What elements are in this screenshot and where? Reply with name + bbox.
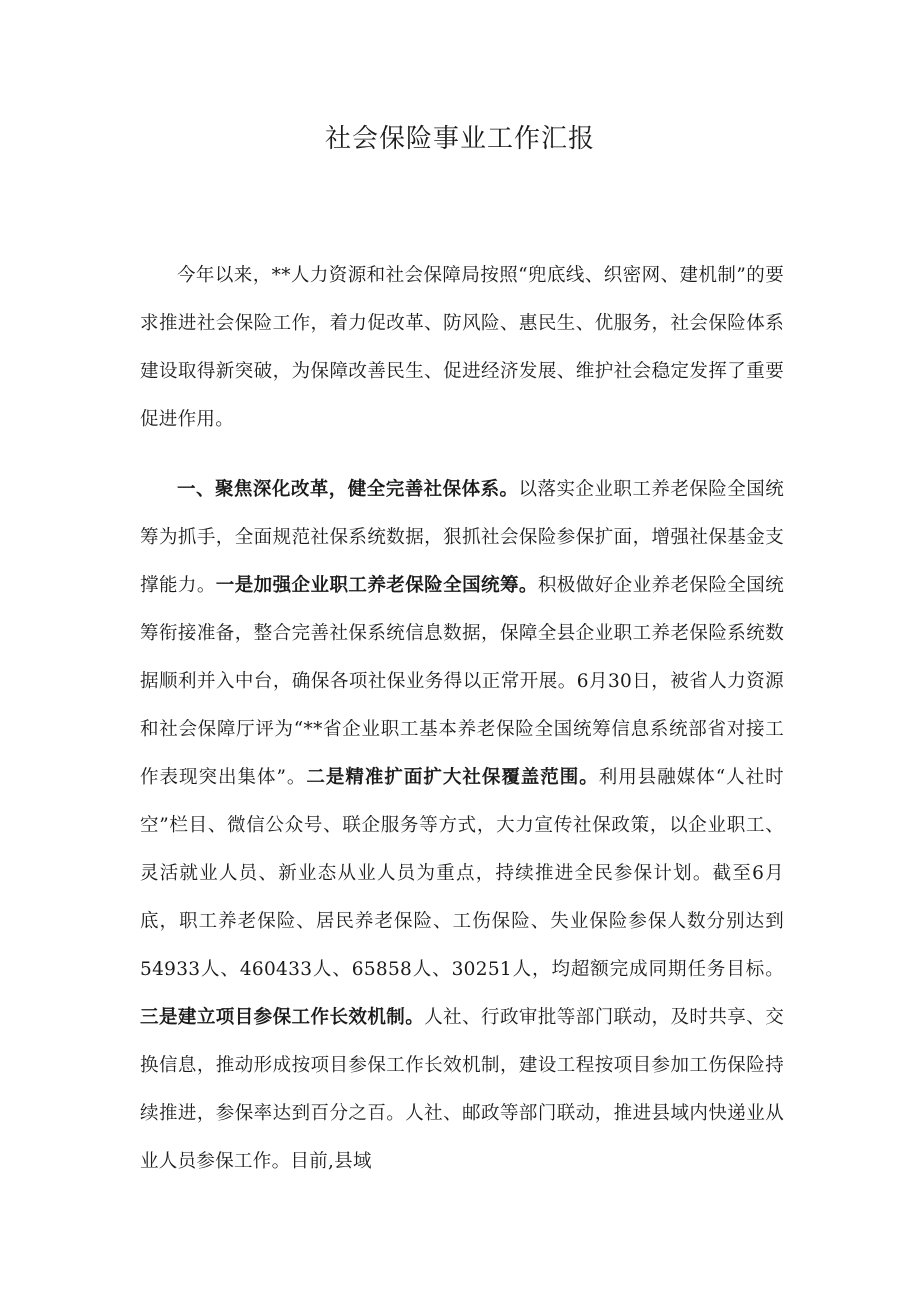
- intro-text: 今年以来，**人力资源和社会保障局按照“兜底线、织密网、建机制”的要求推进社会保险工作，着力促改革、防风险、惠民生、优服务，社会保险体系建设取得新突破，为保障改善民生、促进经济发展、维护社会稳定发挥了重要促进作用。: [140, 265, 784, 430]
- point-2-text: 利用县融媒体“人社时空”栏目、微信公众号、联企服务等方式，大力宣传社保政策，以企业职工、灵活就业人员、新业态从业人员为重点，持续推进全民参保计划。截至6月底，职工养老保险、居民养老保险、工伤保险、失业保险参保人数分别达到54933人、460433人、65858人、30251人，均超额完成同期任务目标。: [140, 767, 784, 980]
- section-1-intro: 以落实企业职工养老保险全国统筹为抓手，全面规范社保系统数据，狠抓社会保险参保扩面，增强社保基金支撑能力。: [140, 479, 785, 596]
- document-title: 社会保险事业工作汇报: [324, 124, 595, 154]
- point-3-heading: 三是建立项目参保工作长效机制。: [140, 1007, 425, 1028]
- point-3-text: 人社、行政审批等部门联动，及时共享、交换信息，推动形成按项目参保工作长效机制，建设工程按项目参加工伤保险持续推进，参保率达到百分之百。人社、邮政等部门联动，推进县域内快递业从业人员参保工作。目前,县域: [140, 1007, 784, 1172]
- point-1-text: 积极做好企业养老保险全国统筹衔接准备，整合完善社保系统信息数据，保障全县企业职工养老保险系统数据顺利并入中台，确保各项社保业务得以正常开展。6月30日，被省人力资源和社会保障厅评为“**省企业职工基本养老保险全国统筹信息系统部省对接工作表现突出集体”。: [140, 575, 784, 788]
- section-1-heading: 一、聚焦深化改革，健全完善社保体系。: [177, 479, 519, 500]
- paragraph-section-1: [140, 466, 784, 1186]
- point-1-heading: 一是加强企业职工养老保险全国统筹。: [215, 575, 538, 596]
- paragraph-intro: [140, 252, 784, 444]
- point-2-heading: 二是精准扩面扩大社保覆盖范围。: [306, 767, 599, 788]
- document-body: [140, 252, 784, 1186]
